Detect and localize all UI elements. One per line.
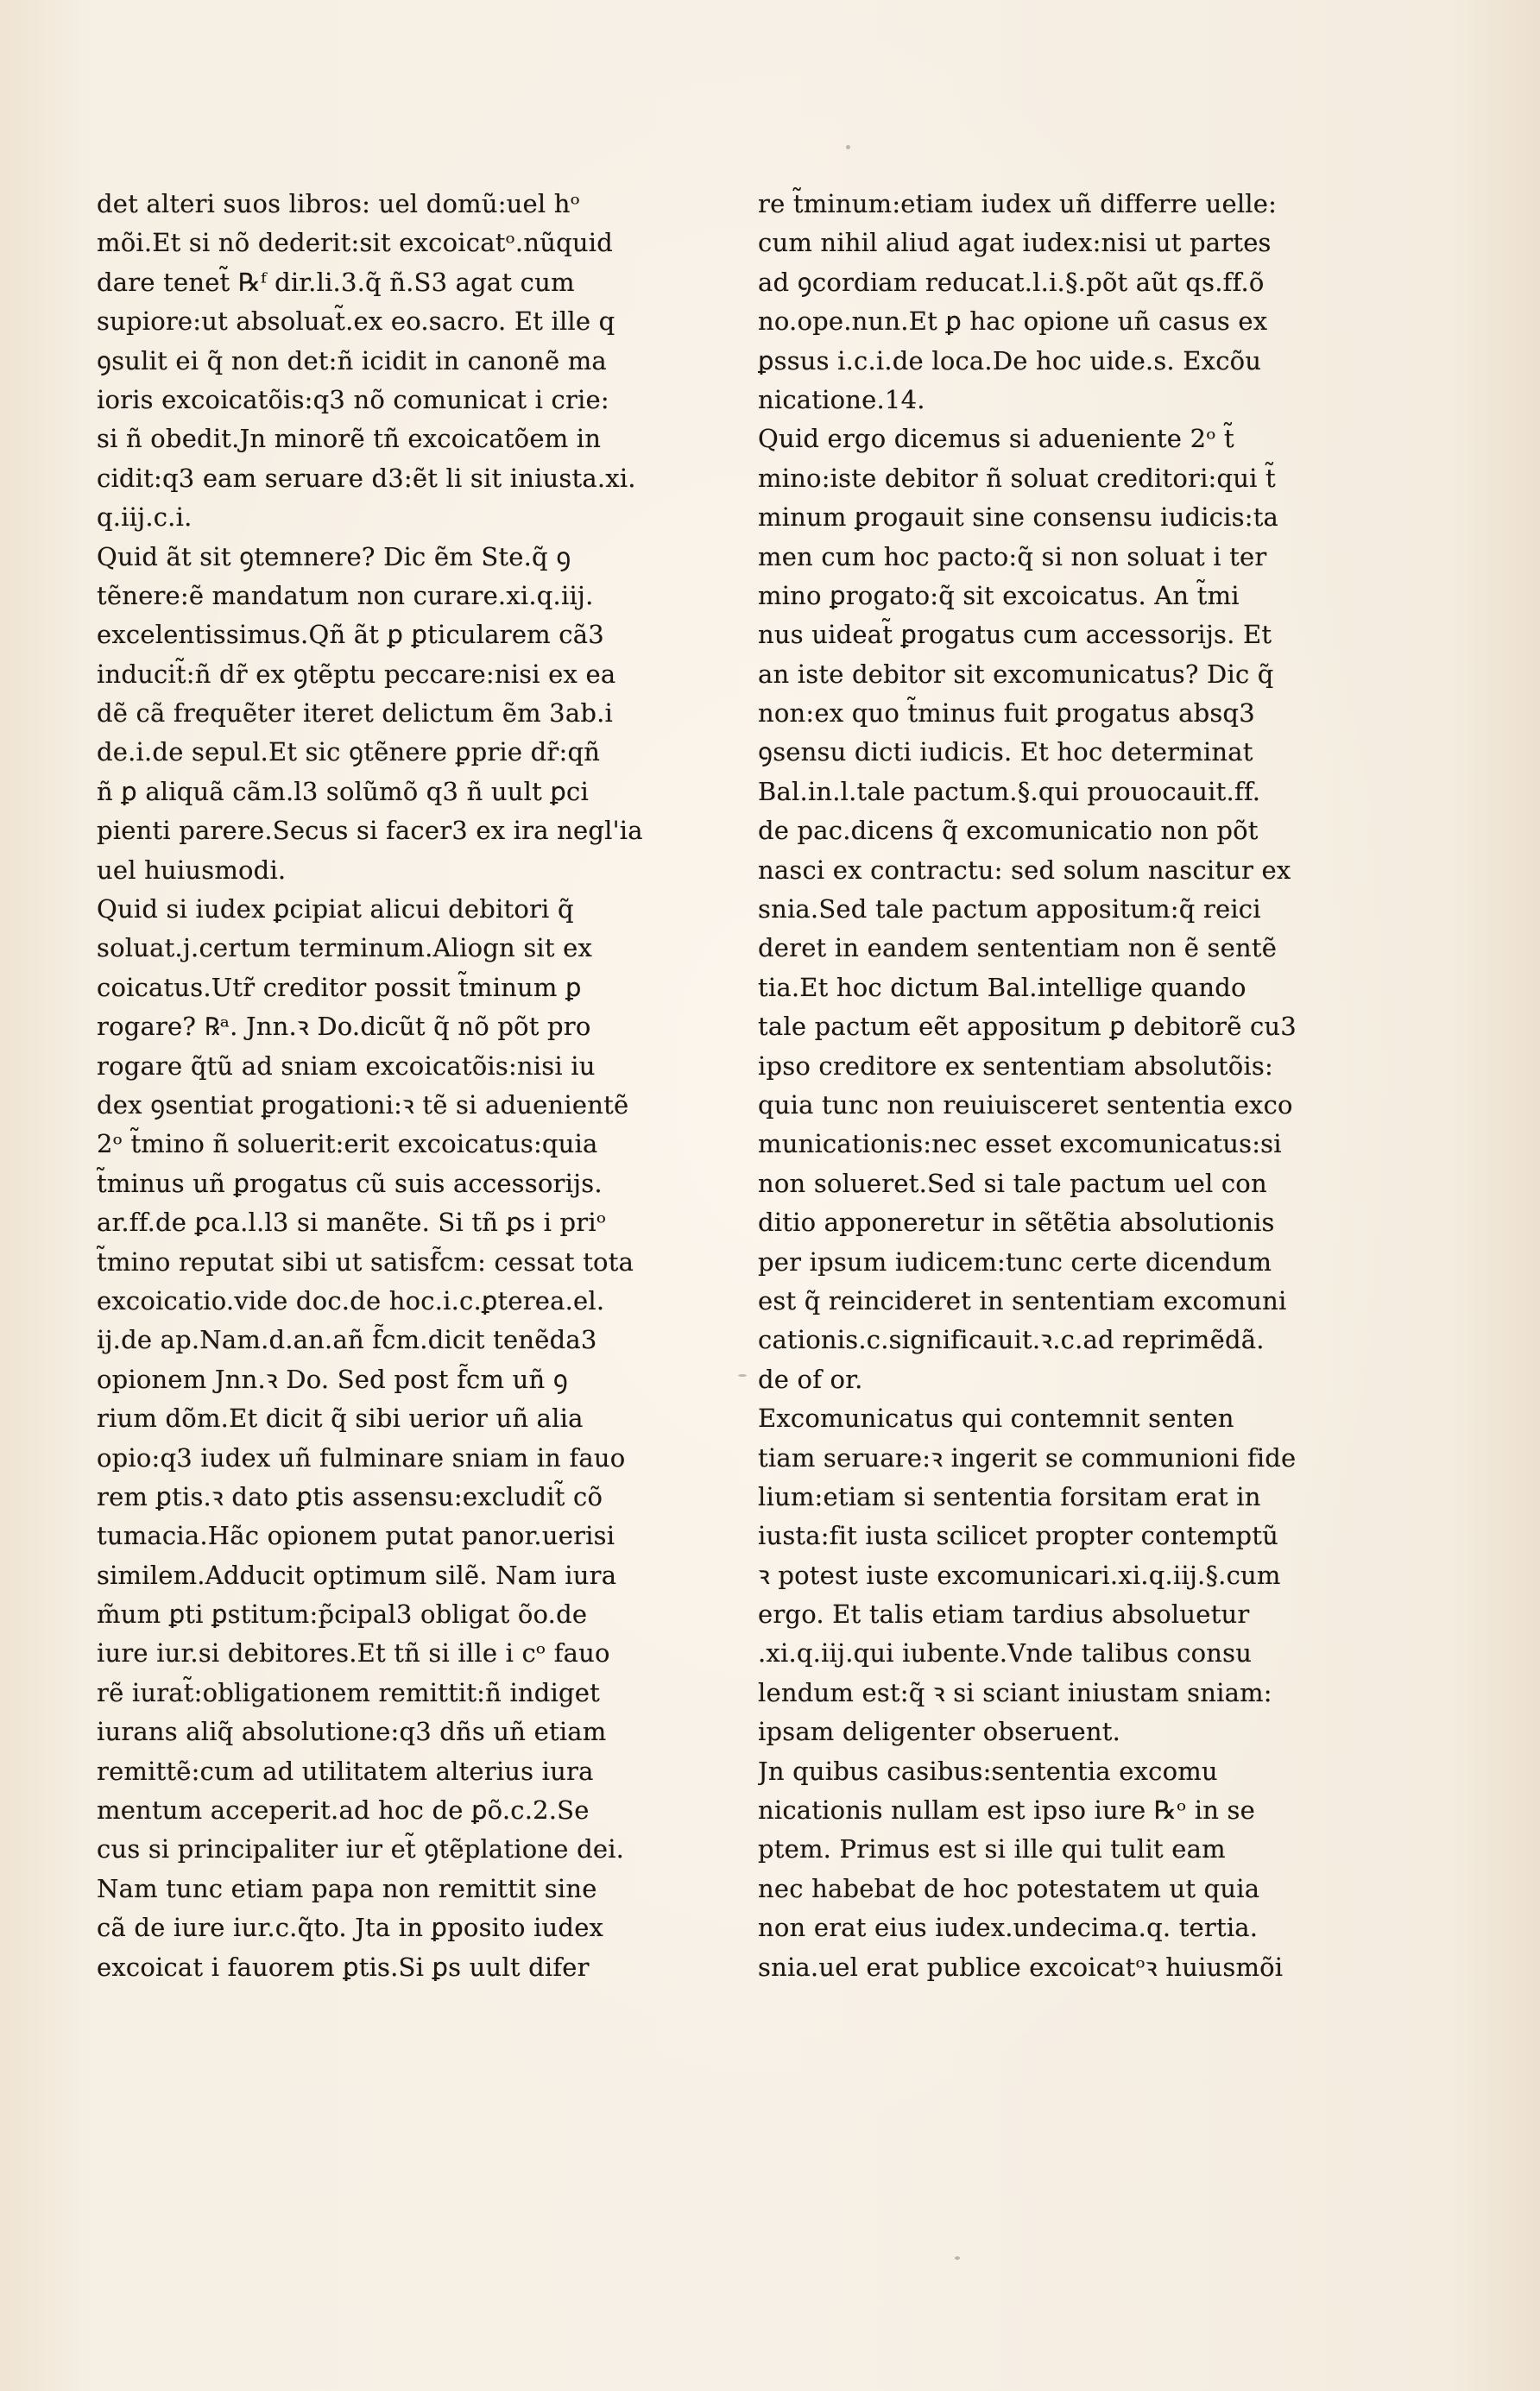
text-line: nec habebat de hoc potestatem ut quia (758, 1873, 1260, 1903)
text-line: ñ ꝑ aliquã cãm.l3 solũmõ q3 ñ uult ꝑci (97, 776, 589, 806)
text-line: m̃um ꝑti ꝑstitum:p̃cipal3 obligat õo.de (97, 1599, 588, 1630)
text-line: ipso creditore ex sententiam absolutõis: (758, 1050, 1273, 1081)
text-line: ij.de ap.Nam.d.an.añ f̃cm.dicit tenẽda3 (97, 1325, 597, 1355)
text-line: pienti parere.Secus si facer3 ex ira negl'ia (97, 816, 643, 846)
text-line: 2ᵒ t̃mino ñ soluerit:erit excoicatus:quia (97, 1129, 598, 1159)
text-line: rem ꝑtis.ꝛ dato ꝑtis assensu:excludit̃ cõ (97, 1481, 603, 1511)
text-line: cationis.c.significauit.ꝛ.c.ad reprimẽdã. (758, 1325, 1265, 1355)
text-line: ipsam deligenter obseruent. (758, 1717, 1121, 1747)
text-line: nicationis nullam est ipso iure ℞ᵒ in se (758, 1795, 1255, 1826)
text-line: det alteri suos libros: uel domũ:uel hᵒ (97, 189, 581, 218)
text-line: dẽ cã frequẽter iteret delictum ẽm 3ab.i (97, 698, 613, 729)
text-line: opio:q3 iudex uñ fulminare sniam in fauo (97, 1442, 626, 1473)
text-line: t̃minus uñ ꝑrogatus cũ suis accessorijs. (97, 1168, 603, 1198)
text-line: ꝯsensu dicti iudicis. Et hoc determinat (758, 737, 1253, 767)
text-line: an iste debitor sit excomunicatus? Dic q̃ (758, 659, 1274, 689)
text-line: inducit̃:ñ dr̃ ex ꝯtẽptu peccare:nisi ex ea (97, 659, 616, 689)
paper-speck (846, 145, 850, 149)
text-line: remittẽ:cum ad utilitatem alterius iura (97, 1756, 594, 1786)
paper-speck (738, 1374, 747, 1377)
left-text-column (97, 185, 701, 1987)
text-line: non:ex quo t̃minus fuit ꝑrogatus absq3 (758, 698, 1255, 729)
text-line: iure iur.si debitores.Et tñ si ille i cᵒ fauo (97, 1638, 610, 1669)
text-line: ergo. Et talis etiam tardius absoluetur (758, 1599, 1250, 1630)
text-line: Nam tunc etiam papa non remittit sine (97, 1873, 597, 1903)
text-line: nicatione.14. (758, 384, 925, 414)
text-line: q.iij.c.i. (97, 502, 192, 533)
text-line: non solueret.Sed si tale pactum uel con (758, 1168, 1267, 1198)
paper-speck (955, 2256, 960, 2260)
text-line: de of or. (758, 1364, 863, 1394)
text-line: Jn quibus casibus:sententia excomu (758, 1756, 1218, 1786)
text-line: de.i.de sepul.Et sic ꝯtẽnere ꝑprie dr̃:qñ (97, 737, 601, 767)
text-line: nus uideat̃ ꝑrogatus cum accessorijs. Et (758, 620, 1272, 650)
text-line: snia.Sed tale pactum appositum:q̃ reici (758, 894, 1261, 924)
text-line: ad ꝯcordiam reducat.l.i.§.põt aũt qs.ff.õ (758, 267, 1265, 297)
text-line: tale pactum eẽt appositum ꝑ debitorẽ cu3 (758, 1012, 1297, 1042)
text-line: Quid ãt sit ꝯtemnere? Dic ẽm Ste.q̃ ꝯ (97, 541, 571, 571)
text-line: tumacia.Hãc opionem putat panor.uerisi (97, 1521, 615, 1551)
text-line: mentum acceperit.ad hoc de ꝑõ.c.2.Se (97, 1795, 590, 1826)
text-line: Bal.in.l.tale pactum.§.qui prouocauit.ff. (758, 776, 1261, 806)
text-line: iurans aliq̃ absolutione:q3 dñs uñ etiam (97, 1717, 607, 1747)
text-line: minum ꝑrogauit sine consensu iudicis:ta (758, 502, 1279, 533)
text-line: tẽnere:ẽ mandatum non curare.xi.q.iij. (97, 580, 594, 610)
text-line: cus si principaliter iur et̃ ꝯtẽplatione dei. (97, 1834, 625, 1864)
text-line: mõi.Et si nõ dederit:sit excoicatᵒ.nũquid (97, 228, 613, 258)
text-line: excoicatio.vide doc.de hoc.i.c.ꝑterea.el. (97, 1285, 605, 1315)
text-line: ditio apponeretur in sẽtẽtia absolutionis (758, 1208, 1275, 1238)
text-line: cidit:q3 eam seruare d3:ẽt li sit iniusta.xi. (97, 463, 636, 493)
text-line: dare tenet̃ ℞ᶠ dir.li.3.q̃ ñ.S3 agat cum (97, 267, 575, 297)
text-line: excoicat i fauorem ꝑtis.Si ꝑs uult difer (97, 1952, 590, 1982)
text-line: nasci ex contractu: sed solum nascitur ex (758, 855, 1291, 885)
text-line: quia tunc non reuiuisceret sententia exco (758, 1089, 1293, 1120)
text-line: lendum est:q̃ ꝛ si sciant iniustam sniam: (758, 1677, 1272, 1707)
text-line: men cum hoc pacto:q̃ si non soluat i ter (758, 541, 1267, 571)
text-line: tia.Et hoc dictum Bal.intellige quando (758, 972, 1247, 1002)
text-line: est q̃ reincideret in sententiam excomuni (758, 1285, 1287, 1315)
text-line: Excomunicatus qui contemnit senten (758, 1404, 1234, 1434)
text-line: rogare? ℞ᵃ. Jnn.ꝛ Do.dicũt q̃ nõ põt pro (97, 1012, 591, 1042)
text-line: ar.ff.de ꝑca.l.l3 si manẽte. Si tñ ꝑs i priᵒ (97, 1208, 607, 1238)
text-line: similem.Adducit optimum silẽ. Nam iura (97, 1560, 617, 1590)
text-line: .xi.q.iij.qui iubente.Vnde talibus consu (758, 1638, 1253, 1669)
text-line: t̃mino reputat sibi ut satisf̃cm: cessat tota (97, 1246, 634, 1277)
text-line: municationis:nec esset excomunicatus:si (758, 1129, 1282, 1159)
text-line: soluat.j.certum terminum.Aliogn sit ex (97, 933, 593, 963)
text-line: lium:etiam si sententia forsitam erat in (758, 1481, 1261, 1511)
text-line: dex ꝯsentiat ꝑrogationi:ꝛ tẽ si aduenientẽ (97, 1089, 629, 1120)
text-line: non erat eius iudex.undecima.q. tertia. (758, 1913, 1259, 1943)
text-line: ꝯsulit ei q̃ non det:ñ icidit in canonẽ ma (97, 345, 607, 375)
text-line: no.ope.nun.Et ꝑ hac opione uñ casus ex (758, 306, 1268, 337)
text-line: uel huiusmodi. (97, 855, 287, 885)
text-line: iusta:fit iusta scilicet propter contemptũ (758, 1521, 1278, 1551)
text-line: cum nihil aliud agat iudex:nisi ut partes (758, 228, 1272, 258)
text-line: Quid ergo dicemus si adueniente 2ᵒ t̃ (758, 424, 1234, 454)
right-text-column (758, 185, 1362, 1987)
text-line: coicatus.Utr̃ creditor possit t̃minum ꝑ (97, 972, 582, 1002)
text-line: Quid si iudex ꝑcipiat alicui debitori q̃ (97, 894, 574, 924)
text-line: ioris excoicatõis:q3 nõ comunicat i crie: (97, 384, 609, 414)
text-line: ꝑssus i.c.i.de loca.De hoc uide.s. Excõu (758, 345, 1262, 375)
text-line: deret in eandem sententiam non ẽ sentẽ (758, 933, 1278, 963)
text-line: per ipsum iudicem:tunc certe dicendum (758, 1246, 1272, 1277)
text-line: excelentissimus.Qñ ãt ꝑ ꝑticularem cã3 (97, 620, 604, 650)
text-line: cã de iure iur.c.q̃to. Jta in ꝑposito iudex (97, 1913, 604, 1943)
text-line: tiam seruare:ꝛ ingerit se communioni fide (758, 1442, 1297, 1473)
text-line: opionem Jnn.ꝛ Do. Sed post f̃cm uñ ꝯ (97, 1364, 568, 1394)
text-line: rium dõm.Et dicit q̃ sibi uerior uñ alia (97, 1404, 584, 1434)
text-line: ptem. Primus est si ille qui tulit eam (758, 1834, 1226, 1864)
text-line: snia.uel erat publice excoicatᵒꝛ huiusmõi (758, 1952, 1284, 1982)
text-line: rẽ iurat̃:obligationem remittit:ñ indiget (97, 1677, 601, 1707)
text-line: mino ꝑrogato:q̃ sit excoicatus. An t̃mi (758, 580, 1240, 610)
text-line: rogare q̃tũ ad sniam excoicatõis:nisi iu (97, 1050, 596, 1081)
text-line: mino:iste debitor ñ soluat creditori:qui t̃ (758, 463, 1276, 493)
text-line: ꝛ potest iuste excomunicari.xi.q.iij.§.cum (758, 1560, 1281, 1590)
text-line: de pac.dicens q̃ excomunicatio non põt (758, 816, 1259, 846)
text-line: supiore:ut absoluat̃.ex eo.sacro. Et ille q (97, 306, 615, 337)
text-line: si ñ obedit.Jn minorẽ tñ excoicatõem in (97, 424, 602, 454)
text-line: re t̃minum:etiam iudex uñ differre uelle: (758, 189, 1278, 218)
